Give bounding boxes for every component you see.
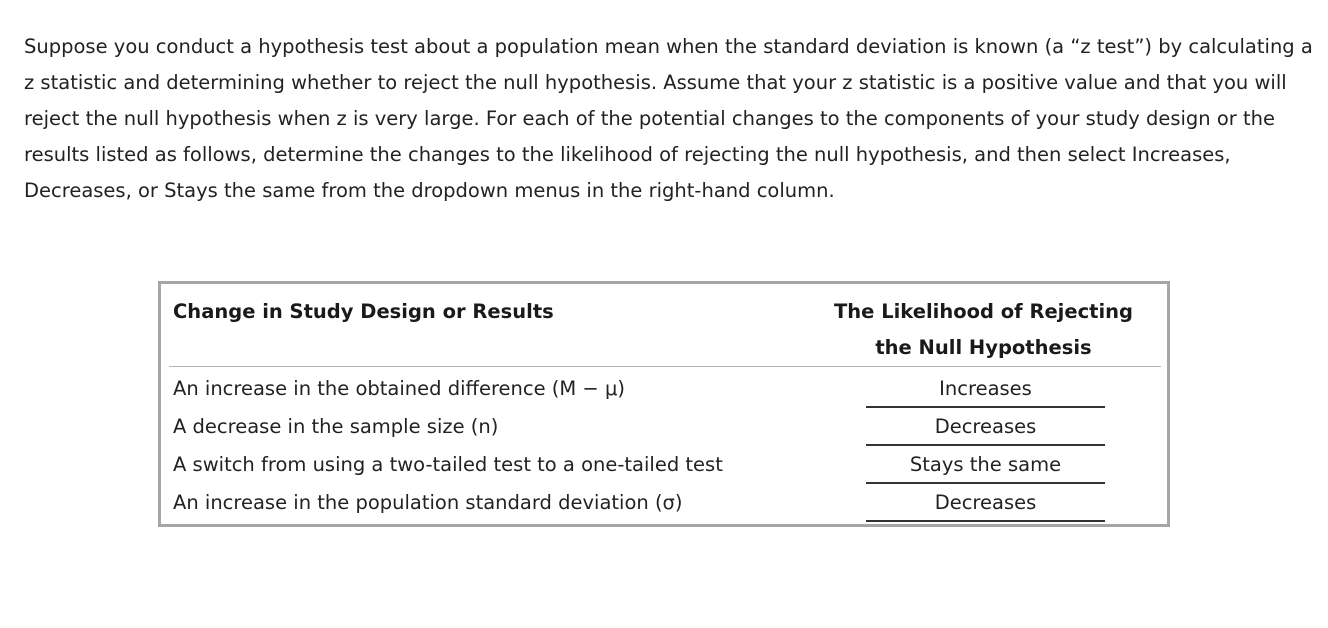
column-header-likelihood-line2: the Null Hypothesis xyxy=(875,336,1092,359)
table-row xyxy=(161,484,1167,522)
column-header-likelihood-line1: The Likelihood of Rejecting xyxy=(834,300,1133,323)
change-label: A decrease in the sample size (n) xyxy=(173,415,499,438)
table-row xyxy=(161,446,1167,484)
column-header-likelihood xyxy=(811,294,1156,366)
likelihood-dropdown[interactable]: Stays the same xyxy=(866,446,1105,484)
likelihood-dropdown[interactable]: Decreases xyxy=(866,408,1105,446)
column-header-change: Change in Study Design or Results xyxy=(173,300,554,323)
likelihood-dropdown[interactable]: Increases xyxy=(866,370,1105,408)
change-label: An increase in the obtained difference (M − μ) xyxy=(173,377,625,400)
table-row xyxy=(161,370,1167,408)
header-divider xyxy=(169,366,1161,367)
answer-table xyxy=(158,281,1170,527)
table-row xyxy=(161,408,1167,446)
question-text: Suppose you conduct a hypothesis test about a population mean when the standard deviation is known (a “z test”) by calculating a z statistic and determining whether to reject the null hypothesis. Assume that your z statistic is a positive value and that you will reject the null hypothesis when z is very large. For each of the potential changes to the components of your study design or the results listed as follows, determine the changes to the likelihood of rejecting the null hypothesis, and then select Increases, Decreases, or Stays the same from the dropdown menus in the right-hand column. xyxy=(24,35,1313,202)
likelihood-dropdown[interactable]: Decreases xyxy=(866,484,1105,522)
change-label: A switch from using a two-tailed test to a one-tailed test xyxy=(173,453,723,476)
change-label: An increase in the population standard deviation (σ) xyxy=(173,491,683,514)
